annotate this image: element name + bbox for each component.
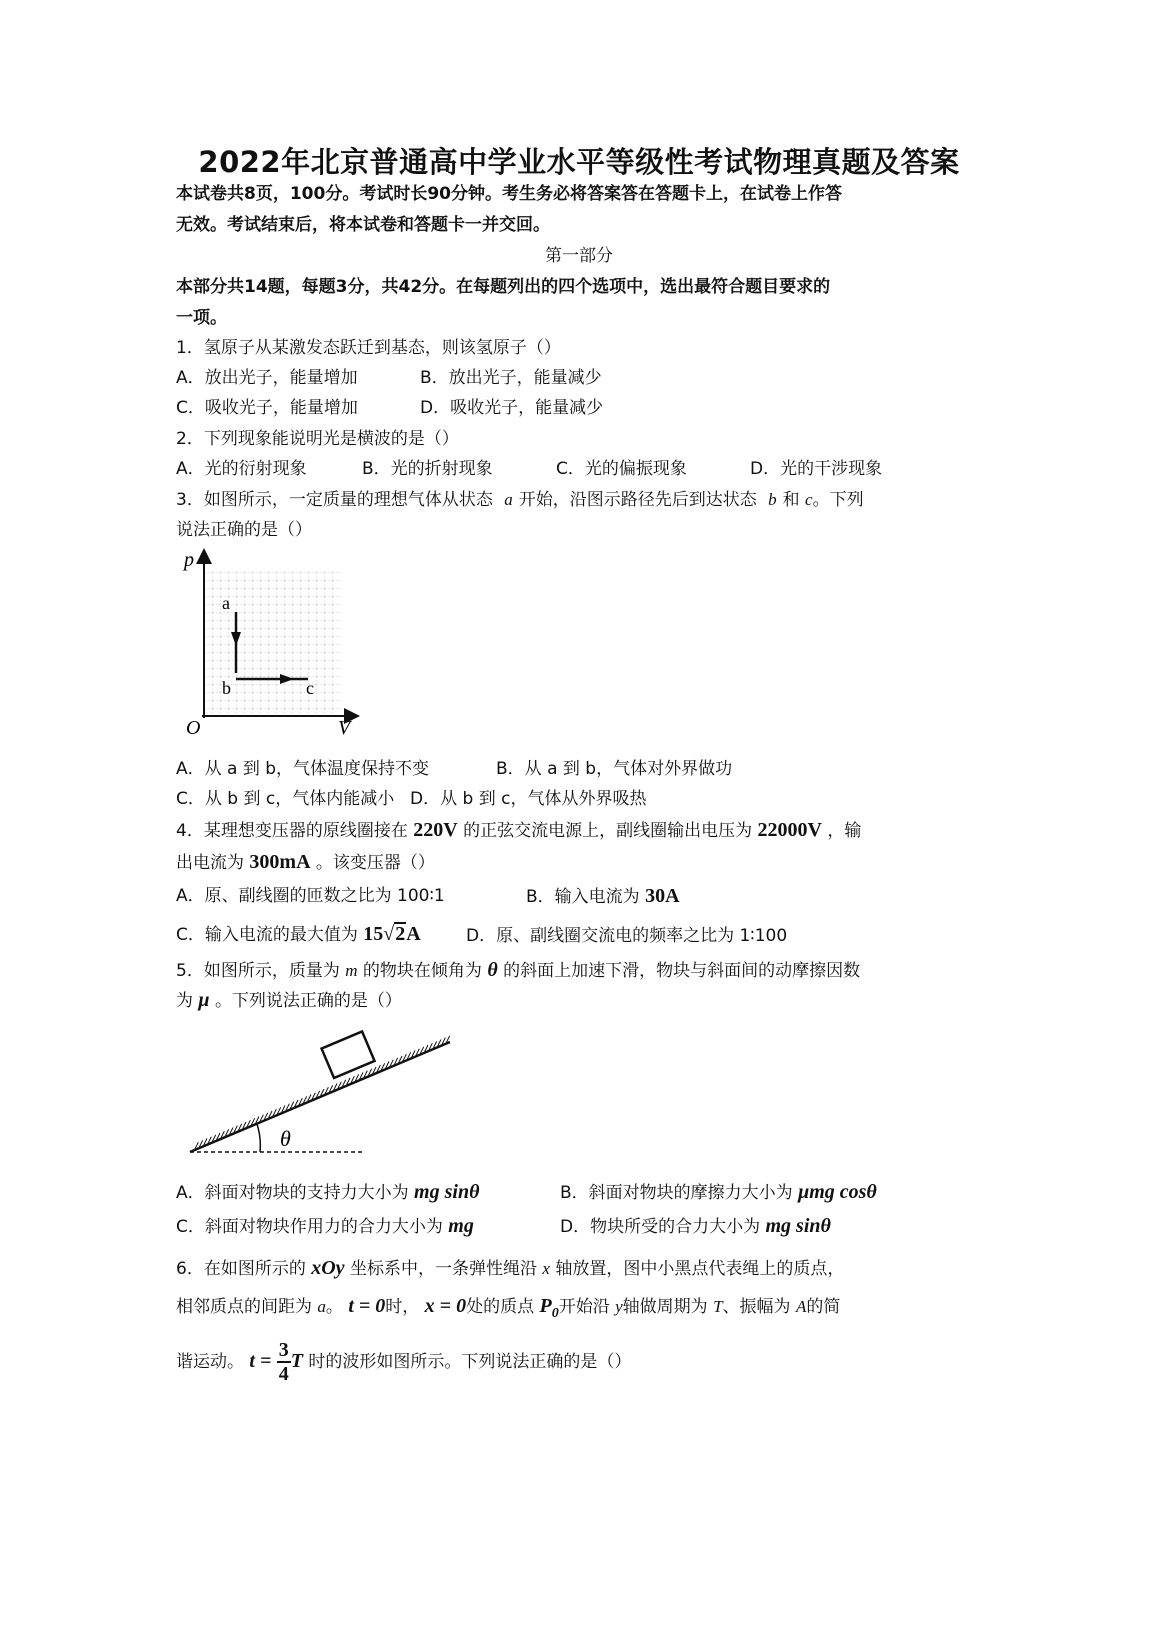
- q6-t-zero: t = 0: [348, 1295, 386, 1317]
- q5-text-3: 的斜面上加速下滑，物块与斜面间的动摩擦因数: [503, 961, 861, 981]
- q4-option-c: [176, 922, 421, 947]
- q4-text-2: 的正弦交流电源上，副线圈输出电压为: [463, 821, 753, 841]
- q6-var-t-period: T: [713, 1297, 723, 1316]
- incline-diagram: [184, 1030, 464, 1160]
- q2-option-b: B．光的折射现象: [362, 459, 493, 479]
- q6-var-y: y: [615, 1297, 623, 1316]
- q6-fraction: [277, 1339, 291, 1385]
- q5-text-1: 5．如图所示，质量为: [176, 961, 340, 981]
- q6-text-11: 的简: [806, 1297, 841, 1317]
- q6-x-zero: x = 0: [424, 1295, 467, 1317]
- q6-text-1: 6．在如图所示的: [176, 1259, 306, 1279]
- q3-stem-part-c: 和: [782, 490, 800, 510]
- q3-option-b: B．从 a 到 b，气体对外界做功: [496, 759, 733, 779]
- q6-stem-line-1: [176, 1256, 996, 1281]
- q4-stem-line-2: [176, 850, 996, 875]
- q5-option-d-text: D．物块所受的合力大小为: [560, 1217, 761, 1237]
- q5-option-c-text: C．斜面对物块作用力的合力大小为: [176, 1217, 443, 1237]
- q6-t-equals: t =: [249, 1350, 272, 1372]
- angle-label: θ: [280, 1126, 291, 1151]
- q4-option-a: A．原、副线圈的匝数之比为 100∶1: [176, 886, 445, 906]
- q5-var-mu: μ: [198, 989, 210, 1011]
- q3-stem-part-d: 。下列: [812, 490, 864, 510]
- q6-stem-line-2: [176, 1294, 996, 1326]
- q5-option-c: [176, 1214, 474, 1239]
- point-b-label: b: [222, 678, 231, 698]
- q5-text-4: 为: [176, 991, 193, 1011]
- q1-option-d: D．吸收光子，能量减少: [420, 398, 604, 418]
- q4-option-d: D．原、副线圈交流电的频率之比为 1∶100: [466, 926, 788, 946]
- intro-line-2: 无效。考试结束后，将本试卷和答题卡一并交回。: [176, 215, 550, 235]
- q6-text-2: 坐标系中，一条弹性绳沿: [349, 1259, 537, 1279]
- q5-option-d: [560, 1214, 831, 1239]
- q5-option-b-value: μmg cosθ: [798, 1181, 877, 1203]
- pv-diagram: [180, 548, 360, 738]
- q5-option-d-value: mg sinθ: [765, 1215, 831, 1237]
- v-axis-label: V: [338, 717, 351, 738]
- q5-stem-line-1: [176, 958, 996, 983]
- q4-c-unit: A: [406, 923, 421, 945]
- q1-option-a: A．放出光子，能量增加: [176, 368, 358, 388]
- q6-p0: [539, 1295, 559, 1321]
- q1-option-c: C．吸收光子，能量增加: [176, 398, 358, 418]
- q5-text-5: 。下列说法正确的是（）: [214, 991, 402, 1011]
- q4-text-1: 4．某理想变压器的原线圈接在: [176, 821, 408, 841]
- q4-option-c-value: 15√2A: [363, 923, 421, 945]
- q4-option-b-text: B．输入电流为: [526, 887, 640, 907]
- q6-var-x: x: [542, 1259, 550, 1278]
- q1-stem: 1．氢原子从某激发态跃迁到基态，则该氢原子（）: [176, 338, 561, 358]
- q6-var-xoy: xOy: [311, 1257, 345, 1279]
- q6-text-12: 谐运动。: [176, 1352, 244, 1372]
- q6-p0-letter: P: [539, 1295, 552, 1317]
- q6-var-amplitude: A: [795, 1297, 807, 1316]
- q6-p0-sub: 0: [551, 1306, 559, 1321]
- q1-option-b: B．放出光子，能量减少: [420, 368, 602, 388]
- q3-option-d: D．从 b 到 c，气体从外界吸热: [410, 789, 647, 809]
- q6-text-7: 处的质点: [466, 1297, 535, 1317]
- q2-option-c: C．光的偏振现象: [556, 459, 687, 479]
- q4-voltage-primary: 220V: [413, 819, 458, 841]
- q6-var-t: T: [290, 1350, 303, 1372]
- q6-var-a: a: [317, 1297, 326, 1316]
- q5-text-2: 的物块在倾角为: [362, 961, 482, 981]
- intro-line-1: 本试卷共8页，100分。考试时长90分钟。考生务必将答案答在答题卡上，在试卷上作答: [176, 184, 842, 204]
- q3-stem-part-a: 3．如图所示，一定质量的理想气体从状态: [176, 490, 493, 510]
- q4-option-b: [526, 884, 680, 909]
- q3-option-a: A．从 a 到 b，气体温度保持不变: [176, 759, 430, 779]
- q3-stem-line-1: [176, 488, 996, 512]
- q2-option-d: D．光的干涉现象: [750, 459, 883, 479]
- q4-stem-line-1: [176, 818, 996, 843]
- q3-var-a: a: [504, 490, 513, 509]
- q6-text-5: 。: [325, 1297, 343, 1317]
- part-desc-line-1: 本部分共14题，每题3分，共42分。在每题列出的四个选项中，选出最符合题目要求的: [176, 277, 831, 297]
- q4-text-4: 出电流为: [176, 853, 244, 873]
- q6-text-13: 时的波形如图所示。下列说法正确的是（）: [308, 1352, 632, 1372]
- q5-var-m: m: [345, 961, 358, 980]
- q4-voltage-secondary: 22000V: [757, 819, 822, 841]
- q3-var-c: c: [805, 490, 813, 509]
- q5-var-theta: θ: [487, 959, 498, 981]
- q5-option-a-text: A．斜面对物块的支持力大小为: [176, 1183, 409, 1203]
- q6-fraction-numerator: 3: [278, 1339, 289, 1361]
- q4-c-coef: 15: [363, 923, 384, 945]
- q4-current-output: 300mA: [249, 851, 311, 873]
- point-c-label: c: [306, 678, 314, 698]
- q4-c-radicand: 2: [395, 923, 406, 945]
- q5-option-b-text: B．斜面对物块的摩擦力大小为: [560, 1183, 793, 1203]
- q5-stem-line-2: [176, 988, 996, 1013]
- q5-option-c-value: mg: [448, 1215, 474, 1237]
- q4-text-5: 。该变压器（）: [315, 853, 435, 873]
- page-title: 2022年北京普通高中学业水平等级性考试物理真题及答案: [198, 145, 960, 179]
- q6-text-6: 时，: [385, 1297, 420, 1317]
- q6-text-3: 轴放置，图中小黑点代表绳上的质点，: [555, 1259, 845, 1279]
- q4-text-3: ，输: [827, 821, 862, 841]
- q6-text-10: 、振幅为: [722, 1297, 791, 1317]
- origin-label: O: [186, 717, 201, 738]
- p-axis-label: p: [184, 549, 194, 571]
- q6-text-8: 开始沿: [558, 1297, 610, 1317]
- q3-option-c: C．从 b 到 c，气体内能减小: [176, 789, 395, 809]
- q4-option-c-text: C．输入电流的最大值为: [176, 925, 358, 945]
- q5-option-a: [176, 1180, 479, 1205]
- q6-text-9: 轴做周期为: [622, 1297, 708, 1317]
- part-heading: 第一部分: [545, 246, 613, 266]
- q5-option-b: [560, 1180, 877, 1205]
- q2-stem: 2．下列现象能说明光是横波的是（）: [176, 429, 459, 449]
- q3-var-b: b: [768, 490, 777, 509]
- q3-stem-line-2: 说法正确的是（）: [176, 520, 312, 540]
- q5-option-a-value: mg sinθ: [414, 1181, 480, 1203]
- q6-fraction-denominator: 4: [278, 1363, 289, 1385]
- q2-option-a: A．光的衍射现象: [176, 459, 307, 479]
- part-desc-line-2: 一项。: [176, 308, 227, 328]
- q6-stem-line-3: [176, 1338, 996, 1385]
- point-a-label: a: [222, 593, 230, 613]
- q6-text-4: 相邻质点的间距为: [176, 1297, 312, 1317]
- q3-stem-part-b: 开始，沿图示路径先后到达状态: [518, 490, 757, 510]
- angle-arc: [257, 1124, 260, 1152]
- q4-option-b-value: 30A: [645, 885, 680, 907]
